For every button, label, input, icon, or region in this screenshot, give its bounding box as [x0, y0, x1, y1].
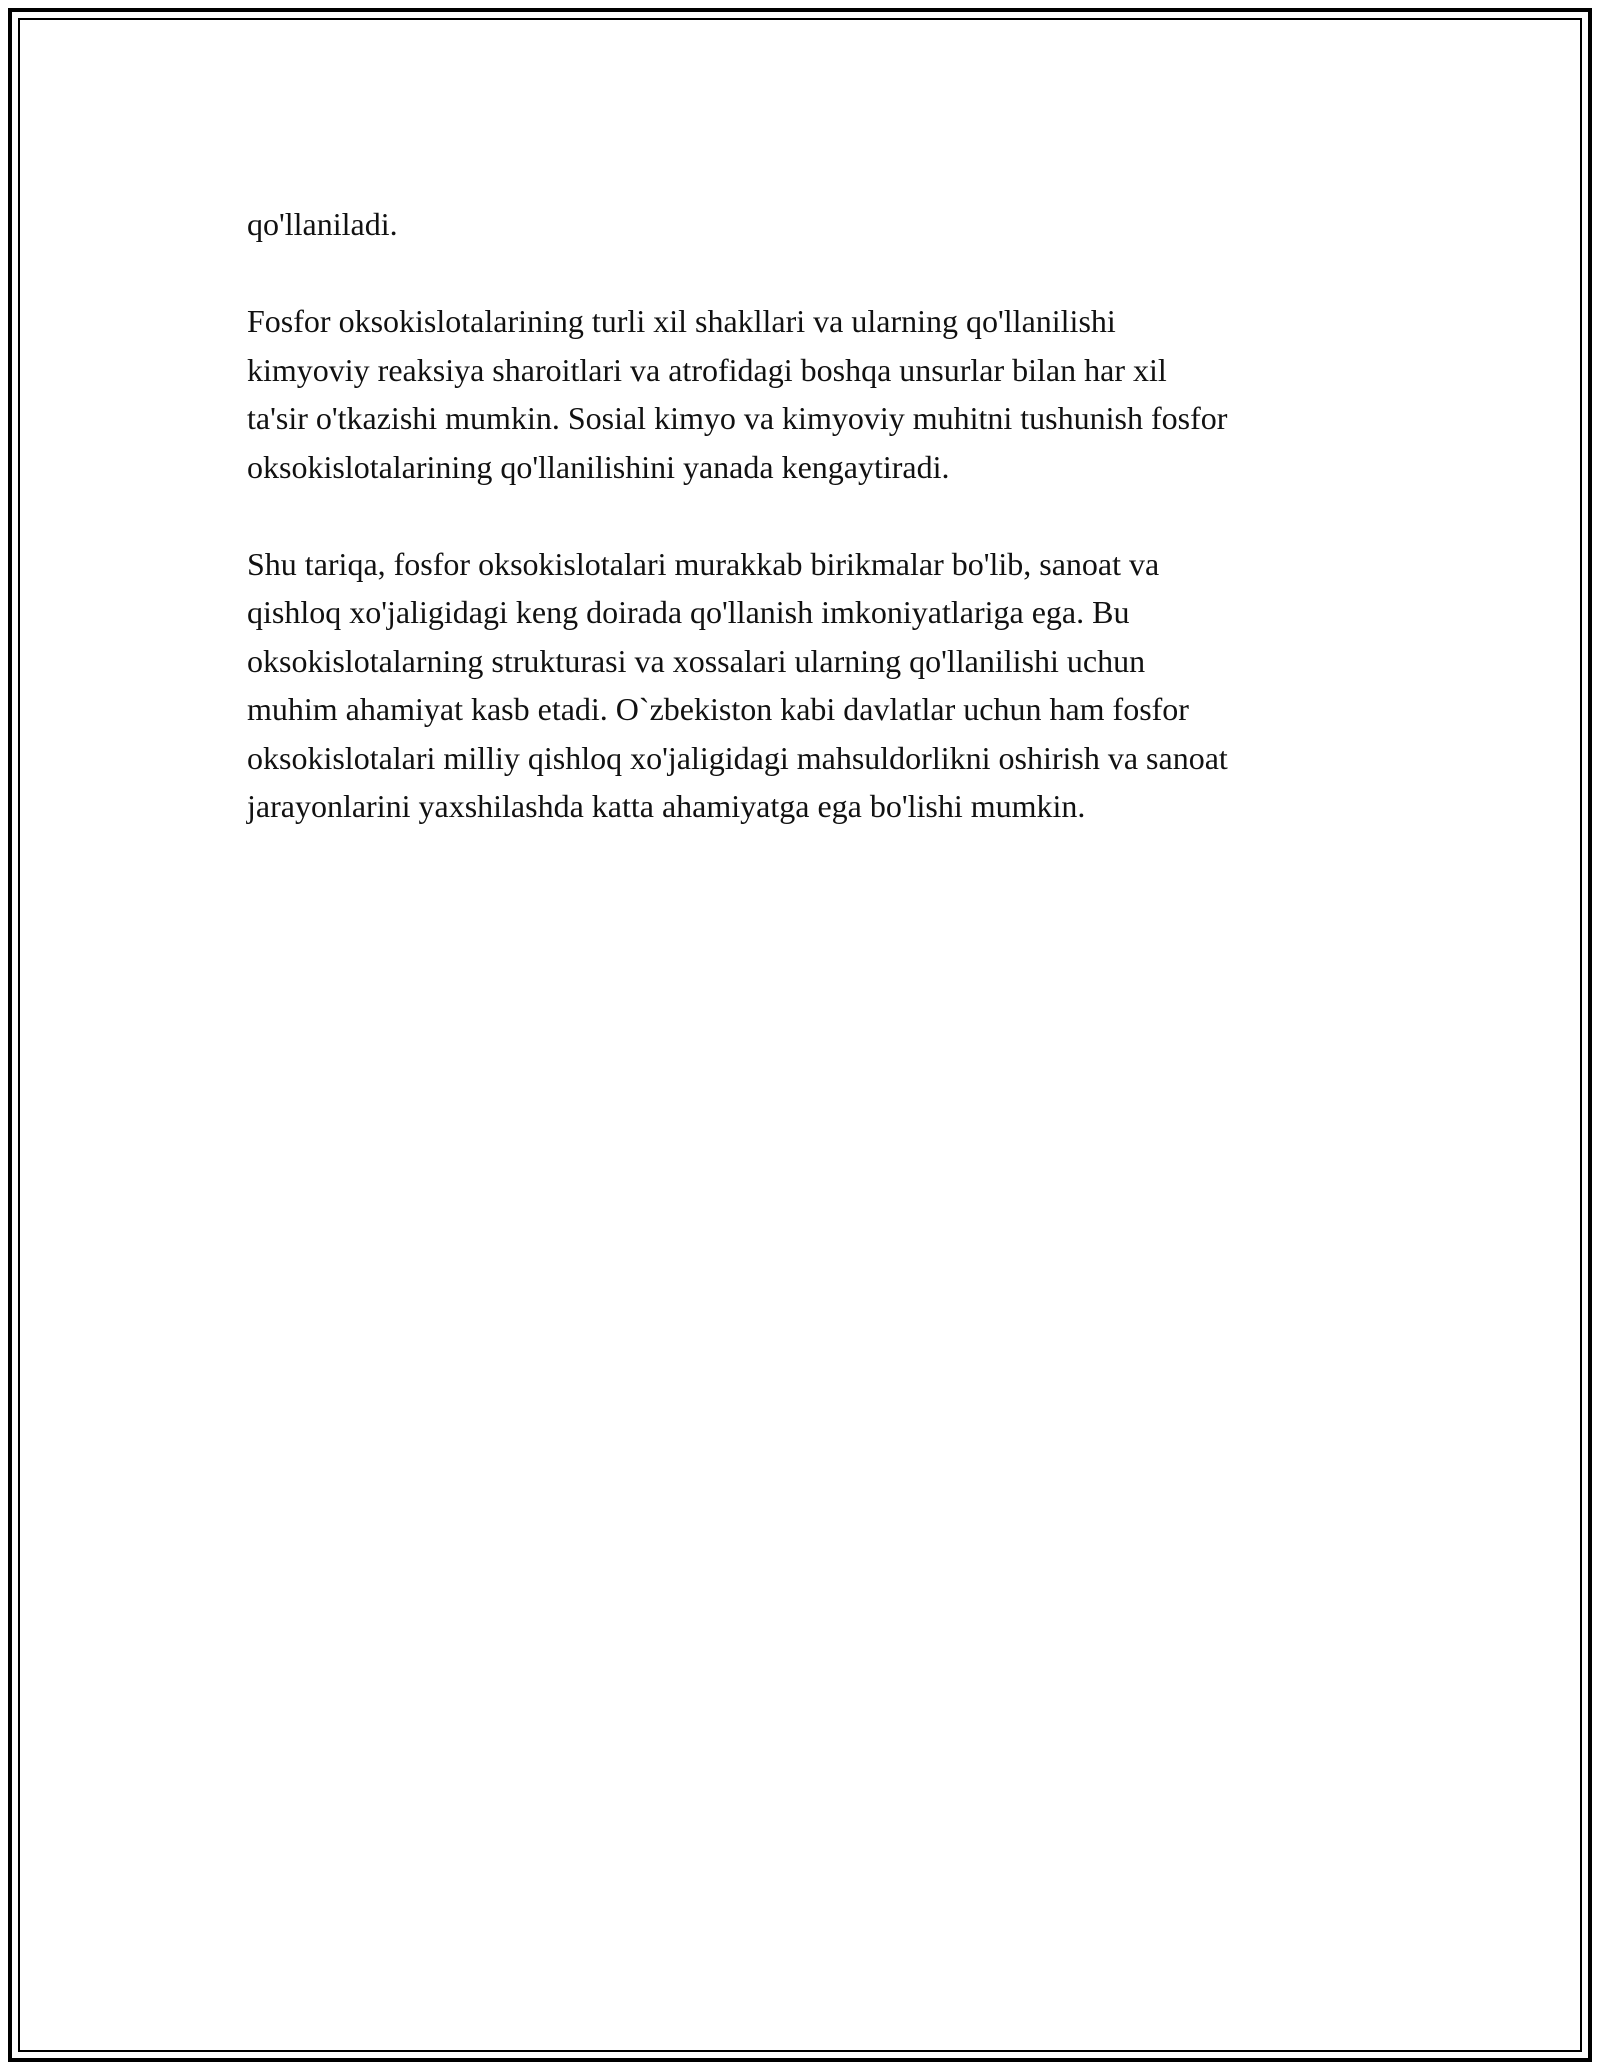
text-line: oksokislotalarning strukturasi va xossalari ularning qo'llanilishi uchun	[247, 642, 1146, 679]
text-line: Fosfor oksokislotalarining turli xil shakllari va ularning qo'llanilishi	[247, 303, 1116, 339]
paragraph-1	[247, 200, 1397, 249]
text-line: oksokislotalarining qo'llanilishini yanada kengaytiradi.	[247, 448, 950, 485]
text-line: ta'sir o'tkazishi mumkin. Sosial kimyo va kimyoviy muhitni tushunish fosfor	[247, 400, 1228, 436]
text-line: Shu tariqa, fosfor oksokislotalari murakkab birikmalar bo'lib, sanoat va	[247, 545, 1160, 582]
paragraph-3	[247, 540, 1397, 831]
text-line: kimyoviy reaksiya sharoitlari va atrofidagi boshqa unsurlar bilan har xil	[247, 351, 1167, 388]
text-line: jarayonlarini yaxshilashda katta ahamiyatga ega bo'lishi mumkin.	[247, 788, 1086, 824]
text-line: qishloq xo'jaligidagi keng doirada qo'llanish imkoniyatlariga ega. Bu	[247, 594, 1130, 630]
page-content	[247, 200, 1397, 879]
page-frame	[8, 8, 1592, 2062]
text-line: muhim ahamiyat kasb etadi. O`zbekiston kabi davlatlar uchun ham fosfor	[247, 691, 1189, 727]
paragraph-2	[247, 297, 1397, 491]
text-line: qo'llaniladi.	[247, 206, 398, 242]
text-line: oksokislotalari milliy qishloq xo'jaligidagi mahsuldorlikni oshirish va sanoat	[247, 739, 1228, 776]
